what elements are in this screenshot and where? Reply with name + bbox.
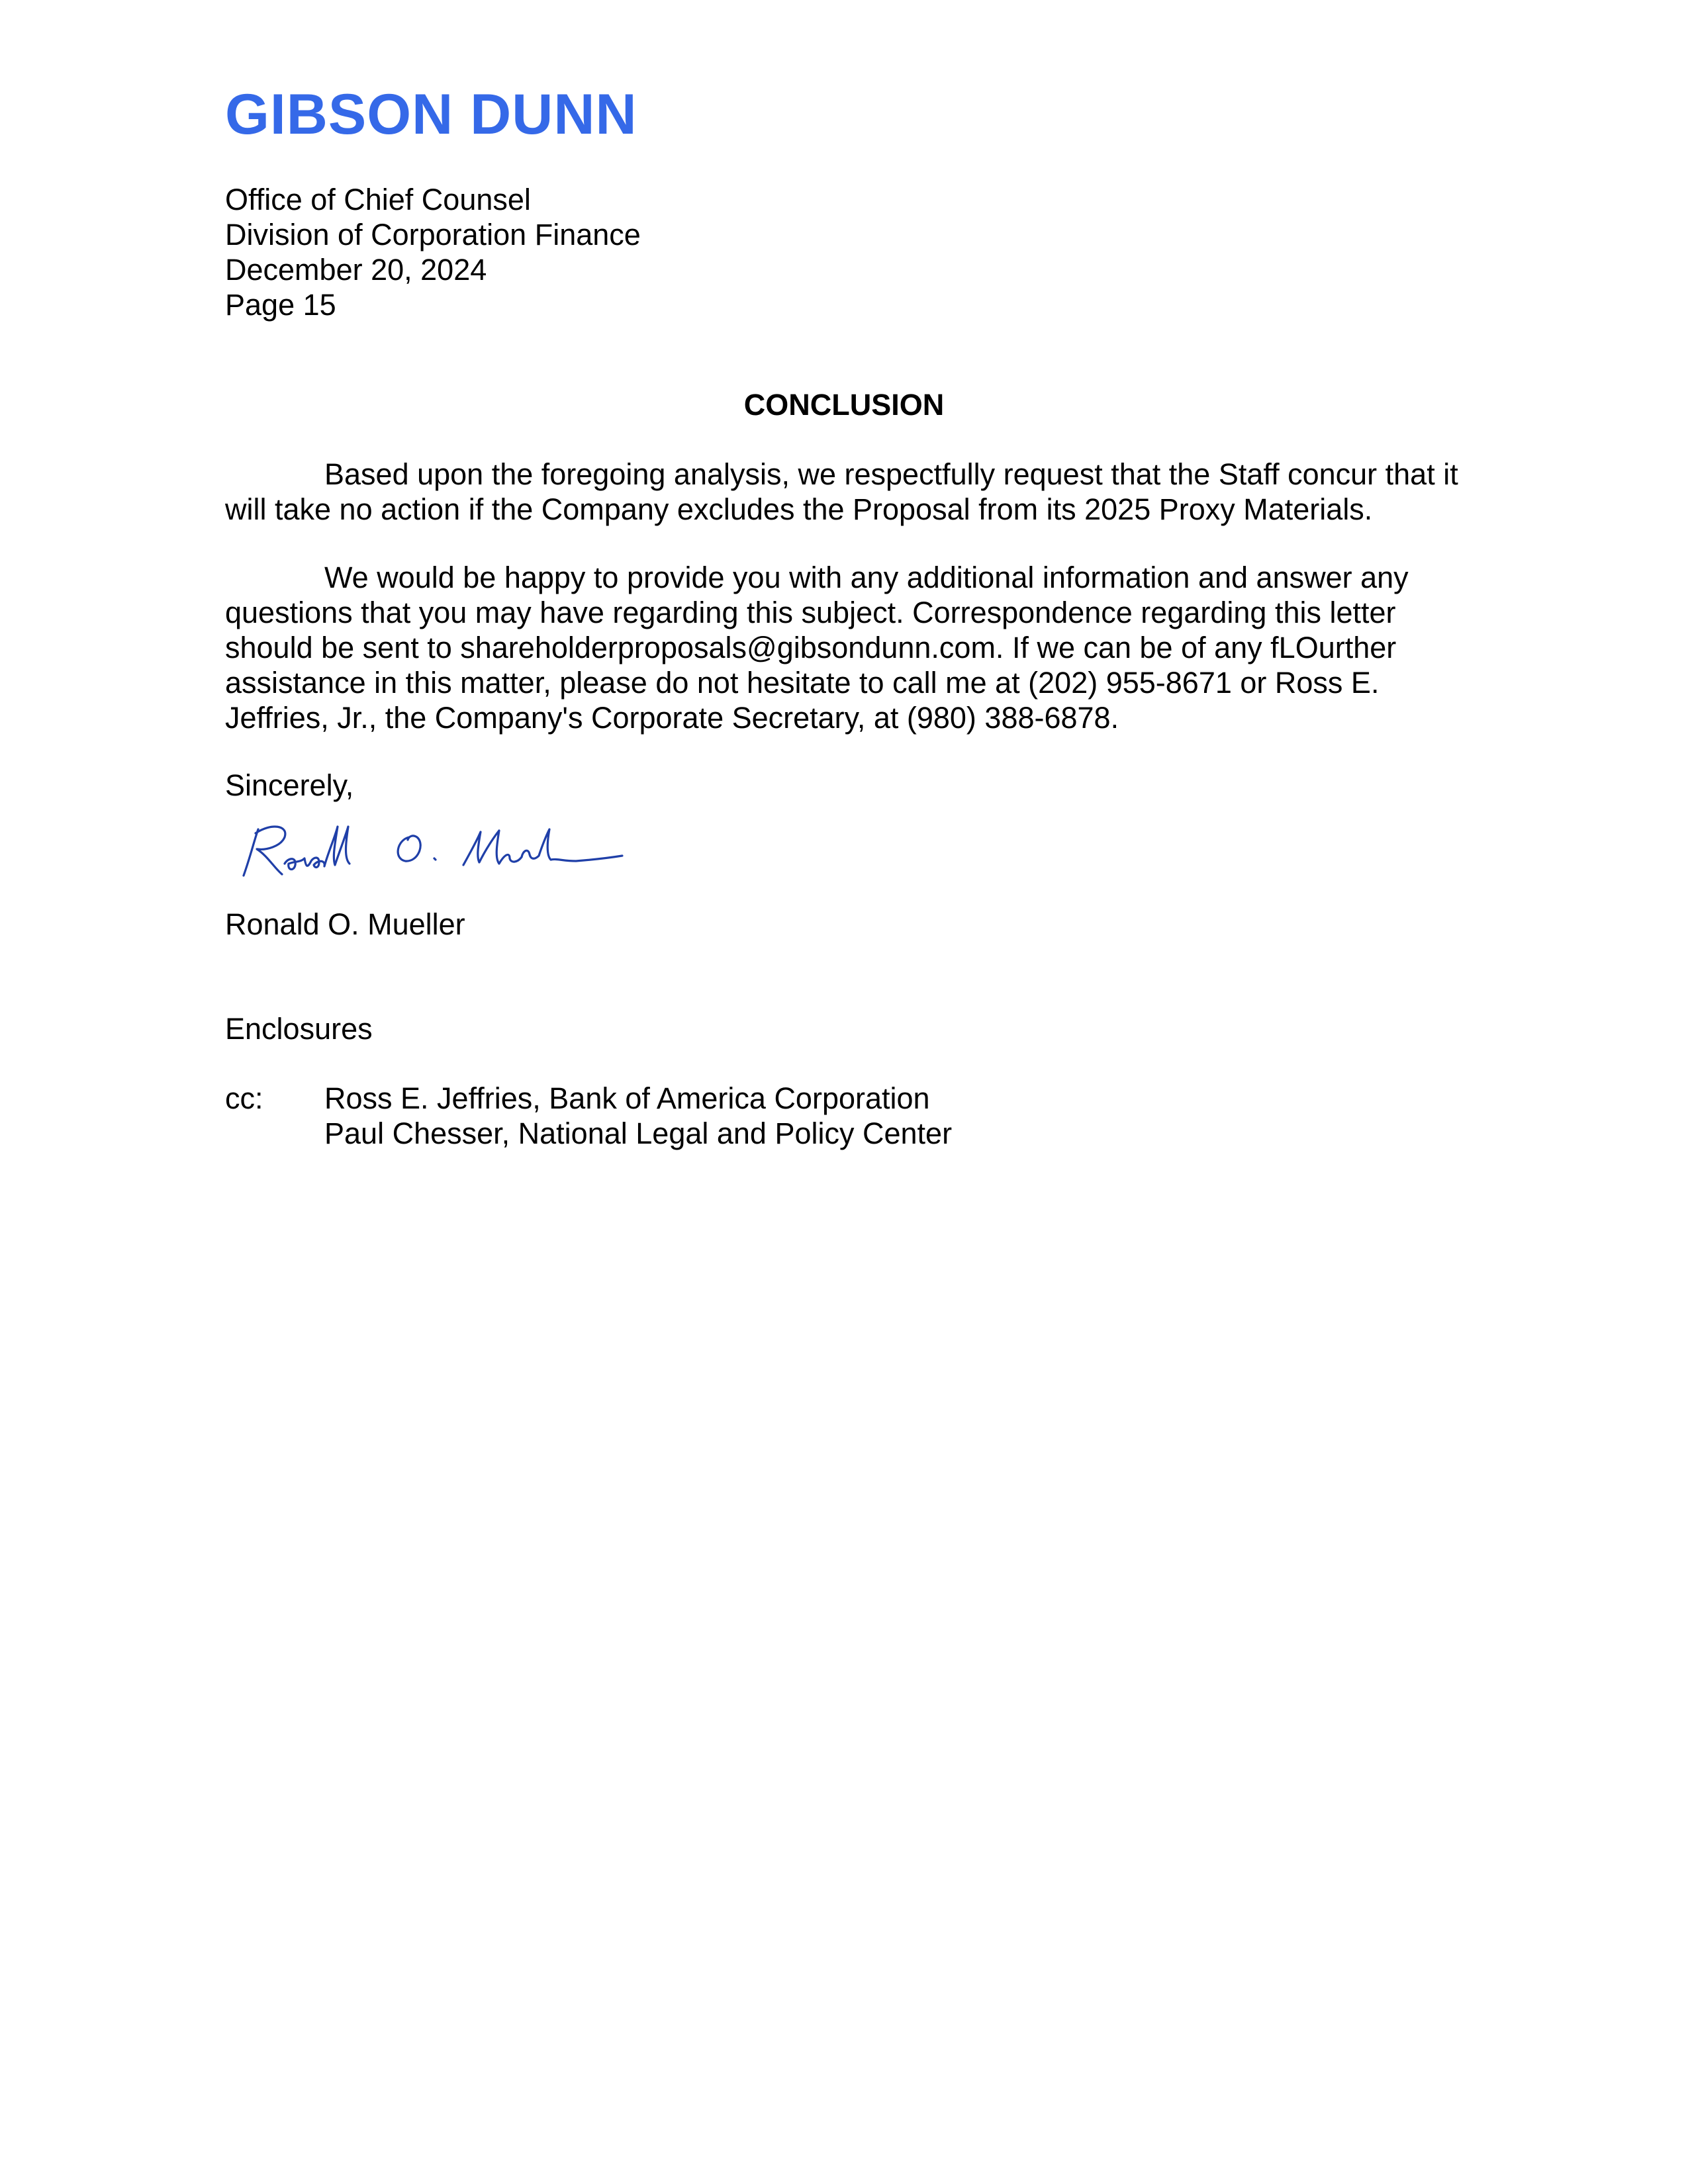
letter-page [225,0,1463,2184]
header-recipient-division: Division of Corporation Finance [225,218,641,251]
enclosures-note: Enclosures [225,1012,373,1046]
cc-recipient-list [324,1081,952,1151]
closing-salutation: Sincerely, [225,768,354,802]
handwritten-signature [232,817,629,890]
letter-header [225,182,641,322]
cc-recipient: Paul Chesser, National Legal and Policy Center [324,1116,953,1150]
header-date: December 20, 2024 [225,253,487,287]
header-page-number: Page 15 [225,288,336,322]
cc-label: cc: [225,1081,263,1115]
signer-name: Ronald O. Mueller [225,907,465,941]
firm-logo: GIBSON DUNN [225,83,637,146]
cc-recipient: Ross E. Jeffries, Bank of America Corporation [324,1081,930,1115]
header-recipient-office: Office of Chief Counsel [225,183,531,216]
body-paragraph: We would be happy to provide you with any additional information and answer any questions that you may have regarding this subject. Correspondence regarding this letter should be sent to shareholderproposals@gibsondunn.com. If we can be of any fLOurther assistance in this matter, please do not hesitate to call me at (202) 955-8671 or Ross E. Jeffries, Jr., the Company's Corporate Secretary, at (980) 388-6878. [225,561,1409,735]
body-paragraph: Based upon the foregoing analysis, we respectfully request that the Staff concur that it will take no action if the Company excludes the Proposal from its 2025 Proxy Materials. [225,457,1458,526]
section-heading: CONCLUSION [743,388,945,422]
